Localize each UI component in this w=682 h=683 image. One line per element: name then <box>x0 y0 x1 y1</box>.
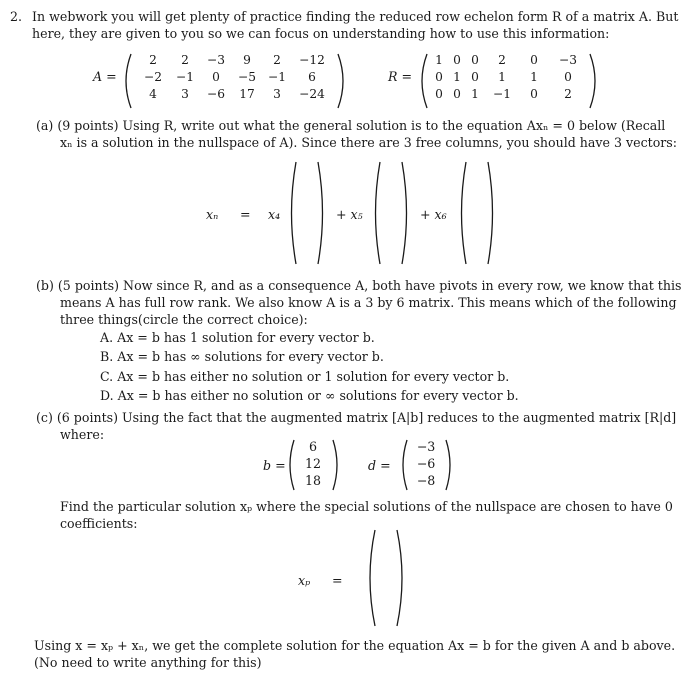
matrix-a-row <box>136 52 332 69</box>
part-c-line-2: where: <box>60 427 105 442</box>
choice-c[interactable]: C. Ax = b has either no solution or 1 solution for every vector b. <box>100 369 510 384</box>
choice-d[interactable]: D. Ax = b has either no solution or ∞ solutions for every vector b. <box>100 388 519 403</box>
part-b-line-2: means A has full row rank. We also know A is a 3 by 6 matrix. This means which of the following <box>60 295 677 310</box>
matrix-a-cell: −6 <box>207 87 225 101</box>
vector-d-entry: −8 <box>416 473 436 488</box>
part-b-line-1: (b) (5 points) Now since R, and as a consequence A, both have pivots in every row, we know that this <box>36 278 682 293</box>
answer-vector-2[interactable] <box>370 160 412 266</box>
vector-b-values <box>298 438 328 489</box>
matrix-a-cell: −2 <box>144 70 162 84</box>
vector-d-values <box>410 438 442 489</box>
vector-d-entry: −3 <box>416 439 436 454</box>
matrix-r-cell: 0 <box>530 53 538 67</box>
answer-vector-3[interactable] <box>456 160 498 266</box>
matrix-r-cell: −3 <box>559 53 577 67</box>
matrix-a-cell: 3 <box>181 87 189 101</box>
answer-vector-1[interactable] <box>286 160 328 266</box>
problem-number: 2. <box>10 9 23 24</box>
matrix-r-row <box>430 86 588 103</box>
x6-coefficient: + x₆ <box>420 207 447 222</box>
matrix-r-cell: 2 <box>564 87 572 101</box>
vector-d-label: d = <box>368 458 391 473</box>
matrix-a-cell: 0 <box>212 70 220 84</box>
vector-b-entry: 18 <box>304 473 322 488</box>
matrix-a-cell: 4 <box>149 87 157 101</box>
matrix-r-cell: 0 <box>530 87 538 101</box>
choice-a[interactable]: A. Ax = b has 1 solution for every vector b. <box>100 330 375 345</box>
matrix-r-cell: 0 <box>471 70 479 84</box>
matrix-a-cell: 2 <box>273 53 281 67</box>
vector-b-label: b = <box>263 458 286 473</box>
matrix-a-right-paren <box>335 52 349 110</box>
vector-d-left-paren <box>398 438 410 492</box>
matrix-a-row <box>136 69 332 86</box>
part-c-line-1: (c) (6 points) Using the fact that the augmented matrix [A|b] reduces to the augmented matrix [R|d] <box>36 410 677 425</box>
matrix-r-cell: 0 <box>471 53 479 67</box>
x5-coefficient: + x₅ <box>336 207 363 222</box>
matrix-r-cell: 2 <box>498 53 506 67</box>
matrix-a-cell: −1 <box>176 70 194 84</box>
vector-b-right-paren <box>330 438 342 492</box>
footer-line-1: Using x = xₚ + xₙ, we get the complete solution for the equation Ax = b for the given A and b above. <box>34 638 676 653</box>
matrix-a-cell: 6 <box>308 70 316 84</box>
matrix-a-cell: 3 <box>273 87 281 101</box>
xp-label: xₚ <box>298 573 311 588</box>
part-c-line-4: coefficients: <box>60 516 138 531</box>
part-a-line-2: xₙ is a solution in the nullspace of A). Since there are 3 free columns, you should have 3 vectors: <box>60 135 678 150</box>
matrix-a-cell: 9 <box>243 53 251 67</box>
matrix-r-cell: 1 <box>471 87 479 101</box>
matrix-r-cell: −1 <box>493 87 511 101</box>
matrix-r <box>430 52 588 103</box>
part-c-line-3: Find the particular solution xₚ where the special solutions of the nullspace are chosen to have 0 <box>60 499 673 514</box>
xn-label: xₙ <box>206 207 219 222</box>
matrix-a-cell: −5 <box>238 70 256 84</box>
matrix-r-cell: 1 <box>530 70 538 84</box>
matrix-r-cell: 1 <box>453 70 461 84</box>
x4-coefficient: x₄ <box>268 207 281 222</box>
matrix-a-cell: 2 <box>149 53 157 67</box>
matrix-r-cell: 0 <box>453 53 461 67</box>
matrix-a-left-paren <box>120 52 134 110</box>
part-b-line-3: three things(circle the correct choice): <box>60 312 308 327</box>
matrix-r-left-paren <box>416 52 430 110</box>
footer-line-2: (No need to write anything for this) <box>34 655 262 670</box>
matrix-r-row <box>430 69 588 86</box>
matrix-r-cell: 0 <box>435 87 443 101</box>
particular-solution-vector[interactable] <box>364 528 408 628</box>
matrix-a-label: A = <box>93 69 117 84</box>
matrix-r-cell: 1 <box>435 53 443 67</box>
vector-b-left-paren <box>285 438 297 492</box>
vector-d-right-paren <box>443 438 455 492</box>
choice-b[interactable]: B. Ax = b has ∞ solutions for every vector b. <box>100 349 384 364</box>
vector-b-entry: 12 <box>304 456 322 471</box>
vector-b-entry: 6 <box>308 439 317 454</box>
xn-equals: = <box>240 207 251 222</box>
matrix-r-row <box>430 52 588 69</box>
matrix-a-cell: −3 <box>207 53 225 67</box>
matrix-r-label: R = <box>388 69 413 84</box>
matrix-a-row <box>136 86 332 103</box>
matrix-r-cell: 0 <box>564 70 572 84</box>
matrix-r-cell: 0 <box>453 87 461 101</box>
matrix-a-cell: −12 <box>299 53 325 67</box>
matrix-r-right-paren <box>587 52 601 110</box>
vector-d-entry: −6 <box>416 456 436 471</box>
matrix-r-cell: 0 <box>435 70 443 84</box>
matrix-a-cell: −1 <box>268 70 286 84</box>
matrix-a <box>136 52 332 103</box>
matrix-a-cell: 17 <box>239 87 255 101</box>
matrix-a-cell: 2 <box>181 53 189 67</box>
matrix-r-cell: 1 <box>498 70 506 84</box>
part-a-line-1: (a) (9 points) Using R, write out what the general solution is to the equation Axₙ = 0 below (Recall <box>36 118 666 133</box>
intro-line-1: In webwork you will get plenty of practice finding the reduced row echelon form R of a matrix A. But <box>32 9 679 24</box>
xp-equals: = <box>332 573 343 588</box>
intro-line-2: here, they are given to you so we can focus on understanding how to use this information: <box>32 26 610 41</box>
matrix-a-cell: −24 <box>299 87 325 101</box>
